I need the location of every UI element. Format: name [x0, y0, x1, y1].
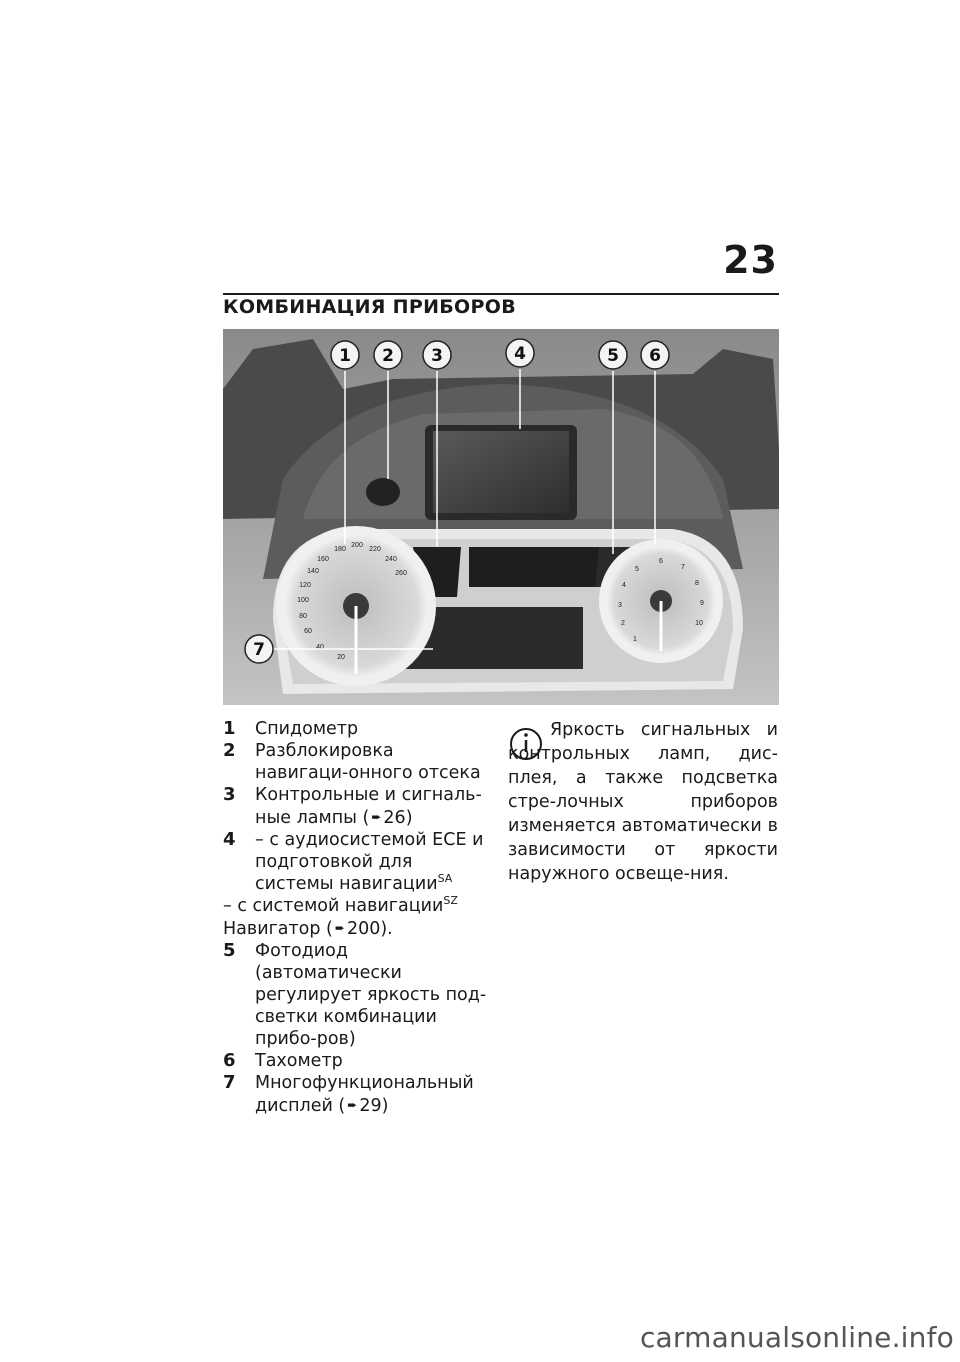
tacho-tick: 9 [700, 600, 704, 607]
legend-text [255, 829, 491, 895]
info-icon [508, 722, 548, 762]
page-ref-link[interactable]: 26 [383, 808, 406, 828]
legend-item [223, 940, 491, 1050]
speedo-tick: 120 [299, 582, 311, 589]
legend-number: 7 [223, 1072, 236, 1093]
callout-3: 3 [431, 346, 443, 366]
legend-text [223, 895, 491, 940]
speedo-tick: 100 [297, 597, 309, 604]
speedo-tick: 200 [351, 542, 363, 549]
legend-text-part: ). [380, 919, 393, 939]
legend-item-cont [223, 895, 491, 940]
legend-text: Фотодиод (автоматически регулирует яркость под-светки комбинации прибо-ров) [255, 941, 487, 1049]
legend-number: 4 [223, 829, 236, 850]
page-ref-link[interactable]: 200 [346, 919, 381, 939]
speedo-tick: 180 [334, 546, 346, 553]
speedo-tick: 240 [385, 556, 397, 563]
legend-subline [223, 917, 491, 940]
instrument-cluster-figure [223, 329, 779, 705]
page-ref-arrow-icon: ➨ [334, 921, 345, 935]
speedo-tick: 260 [395, 570, 407, 577]
legend-item [223, 1050, 491, 1072]
tacho-tick: 6 [659, 558, 663, 565]
callout-1: 1 [339, 346, 351, 366]
tacho-tick: 4 [622, 582, 626, 589]
info-note [508, 718, 778, 886]
legend-item [223, 1072, 491, 1117]
tacho-tick: 7 [681, 564, 685, 571]
section-title: КОМБИНАЦИЯ ПРИБОРОВ [223, 296, 516, 318]
speedo-tick: 160 [317, 556, 329, 563]
page-ref-arrow-icon: ➨ [347, 1098, 358, 1112]
callout-5: 5 [607, 346, 619, 366]
instrument-cluster-illustration [223, 329, 779, 705]
legend-text-part: ) [381, 1096, 389, 1116]
speedo-tick: 20 [337, 654, 345, 661]
legend-item [223, 740, 491, 784]
callout-4: 4 [514, 344, 526, 364]
legend-text: Спидометр [255, 719, 359, 739]
tacho-tick: 8 [695, 580, 699, 587]
legend-text-part: – с аудиосистемой ЕСЕ и подготовкой для системы навигации [255, 830, 484, 894]
legend-text [255, 784, 491, 829]
speedo-tick: 140 [307, 568, 319, 575]
legend-text: Тахометр [255, 1051, 343, 1071]
tacho-tick: 5 [635, 566, 639, 573]
legend-text-part: ) [405, 808, 413, 828]
page-number: 23 [723, 238, 778, 282]
legend-text-part: Навигатор ( [223, 919, 333, 939]
title-rule [223, 293, 779, 295]
callout-2: 2 [382, 346, 394, 366]
speedo-tick: 220 [369, 546, 381, 553]
legend-number: 6 [223, 1050, 236, 1071]
tacho-tick: 2 [621, 620, 625, 627]
legend-text-part: – с системой навигации [223, 896, 444, 916]
tacho-tick: 10 [695, 620, 703, 627]
speedo-tick: 80 [299, 613, 307, 620]
legend-text-part: Контрольные и сигналь-ные лампы ( [255, 785, 482, 828]
legend-subline [255, 829, 491, 895]
legend-text-part: Многофункциональный дисплей ( [255, 1073, 474, 1116]
page-ref-link[interactable]: 29 [359, 1096, 382, 1116]
legend-number: 2 [223, 740, 236, 761]
info-note-text: Яркость сигнальных и контрольных ламп, дис-плея, а также подсветка стре-лочных приборов изменяется автоматически в зависимости от яркости наружного освеще-ния. [508, 720, 778, 884]
legend-text: Разблокировка навигаци-онного отсека [255, 741, 481, 783]
legend-number: 3 [223, 784, 236, 805]
watermark: carmanualsonline.info [639, 1321, 954, 1354]
page-ref-arrow-icon: ➨ [371, 810, 382, 824]
speedo-tick: 40 [316, 644, 324, 651]
legend-item [223, 718, 491, 740]
legend-number: 5 [223, 940, 236, 961]
speedo-tick: 60 [304, 628, 312, 635]
callout-6: 6 [649, 346, 661, 366]
tacho-tick: 3 [618, 602, 622, 609]
legend-item [223, 829, 491, 895]
tacho-tick: 1 [633, 636, 637, 643]
legend-item [223, 784, 491, 829]
legend-subline [223, 895, 491, 917]
legend-number: 1 [223, 718, 236, 739]
callout-7: 7 [253, 640, 265, 660]
legend-text [255, 1072, 491, 1117]
superscript-sz: SZ [443, 894, 458, 907]
superscript-sa: SA [437, 872, 453, 885]
legend-list [223, 718, 491, 1117]
